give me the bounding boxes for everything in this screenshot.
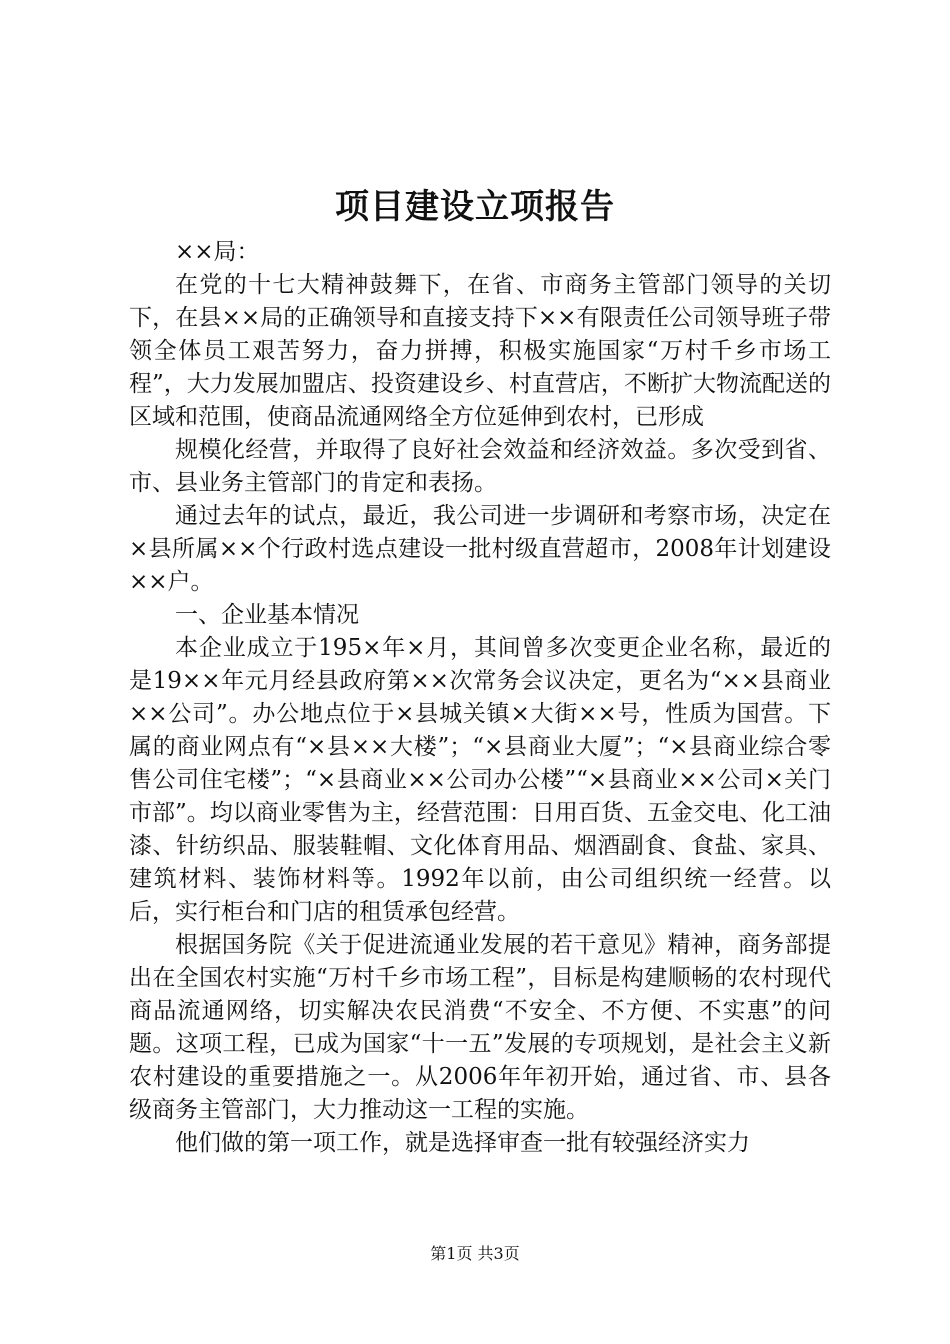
document-body — [129, 236, 831, 1160]
paragraph: 根据国务院《关于促进流通业发展的若干意见》精神，商务部提出在全国农村实施“万村千乡市场工程”，目标是构建顺畅的农村现代商品流通网络，切实解决农民消费“不安全、不方便、不实惠”的问题。这项工程，已成为国家“十一五”发展的专项规划，是社会主义新农村建设的重要措施之一。从2006年年初开始，通过省、市、县各级商务主管部门，大力推动这一工程的实施。 — [129, 932, 831, 1123]
paragraph: 通过去年的试点，最近，我公司进一步调研和考察市场，决定在×县所属××个行政村选点建设一批村级直营超市，2008年计划建设××户。 — [129, 503, 831, 595]
page-footer: 第1页 共3页 — [430, 1244, 520, 1263]
paragraph: 规模化经营，并取得了良好社会效益和经济效益。多次受到省、市、县业务主管部门的肯定和表扬。 — [129, 437, 831, 496]
section-heading: 一、企业基本情况 — [175, 602, 359, 628]
paragraph: 本企业成立于195×年×月，其间曾多次变更企业名称，最近的是19××年元月经县政府第××次常务会议决定，更名为“××县商业××公司”。办公地点位于×县城关镇×大街××号，性质为国营。下属的商业网点有“×县××大楼”；“×县商业大厦”；“×县商业综合零售公司住宅楼”；“×县商业××公司办公楼”“×县商业××公司×关门市部”。均以商业零售为主，经营范围：日用百货、五金交电、化工油漆、针纺织品、服装鞋帽、文化体育用品、烟酒副食、食盐、家具、建筑材料、装饰材料等。1992年以前，由公司组织统一经营。以后，实行柜台和门店的租赁承包经营。 — [129, 635, 831, 925]
paragraph: 在党的十七大精神鼓舞下，在省、市商务主管部门领导的关切下，在县××局的正确领导和直接支持下××有限责任公司领导班子带领全体员工艰苦努力，奋力拼搏，积极实施国家“万村千乡市场工程”，大力发展加盟店、投资建设乡、村直营店，不断扩大物流配送的区域和范围，使商品流通网络全方位延伸到农村，已形成 — [129, 272, 831, 430]
paragraph: 他们做的第一项工作，就是选择审查一批有较强经济实力 — [175, 1130, 750, 1156]
document-title: 项目建设立项报告 — [335, 187, 615, 227]
salutation: ××局： — [175, 239, 260, 265]
